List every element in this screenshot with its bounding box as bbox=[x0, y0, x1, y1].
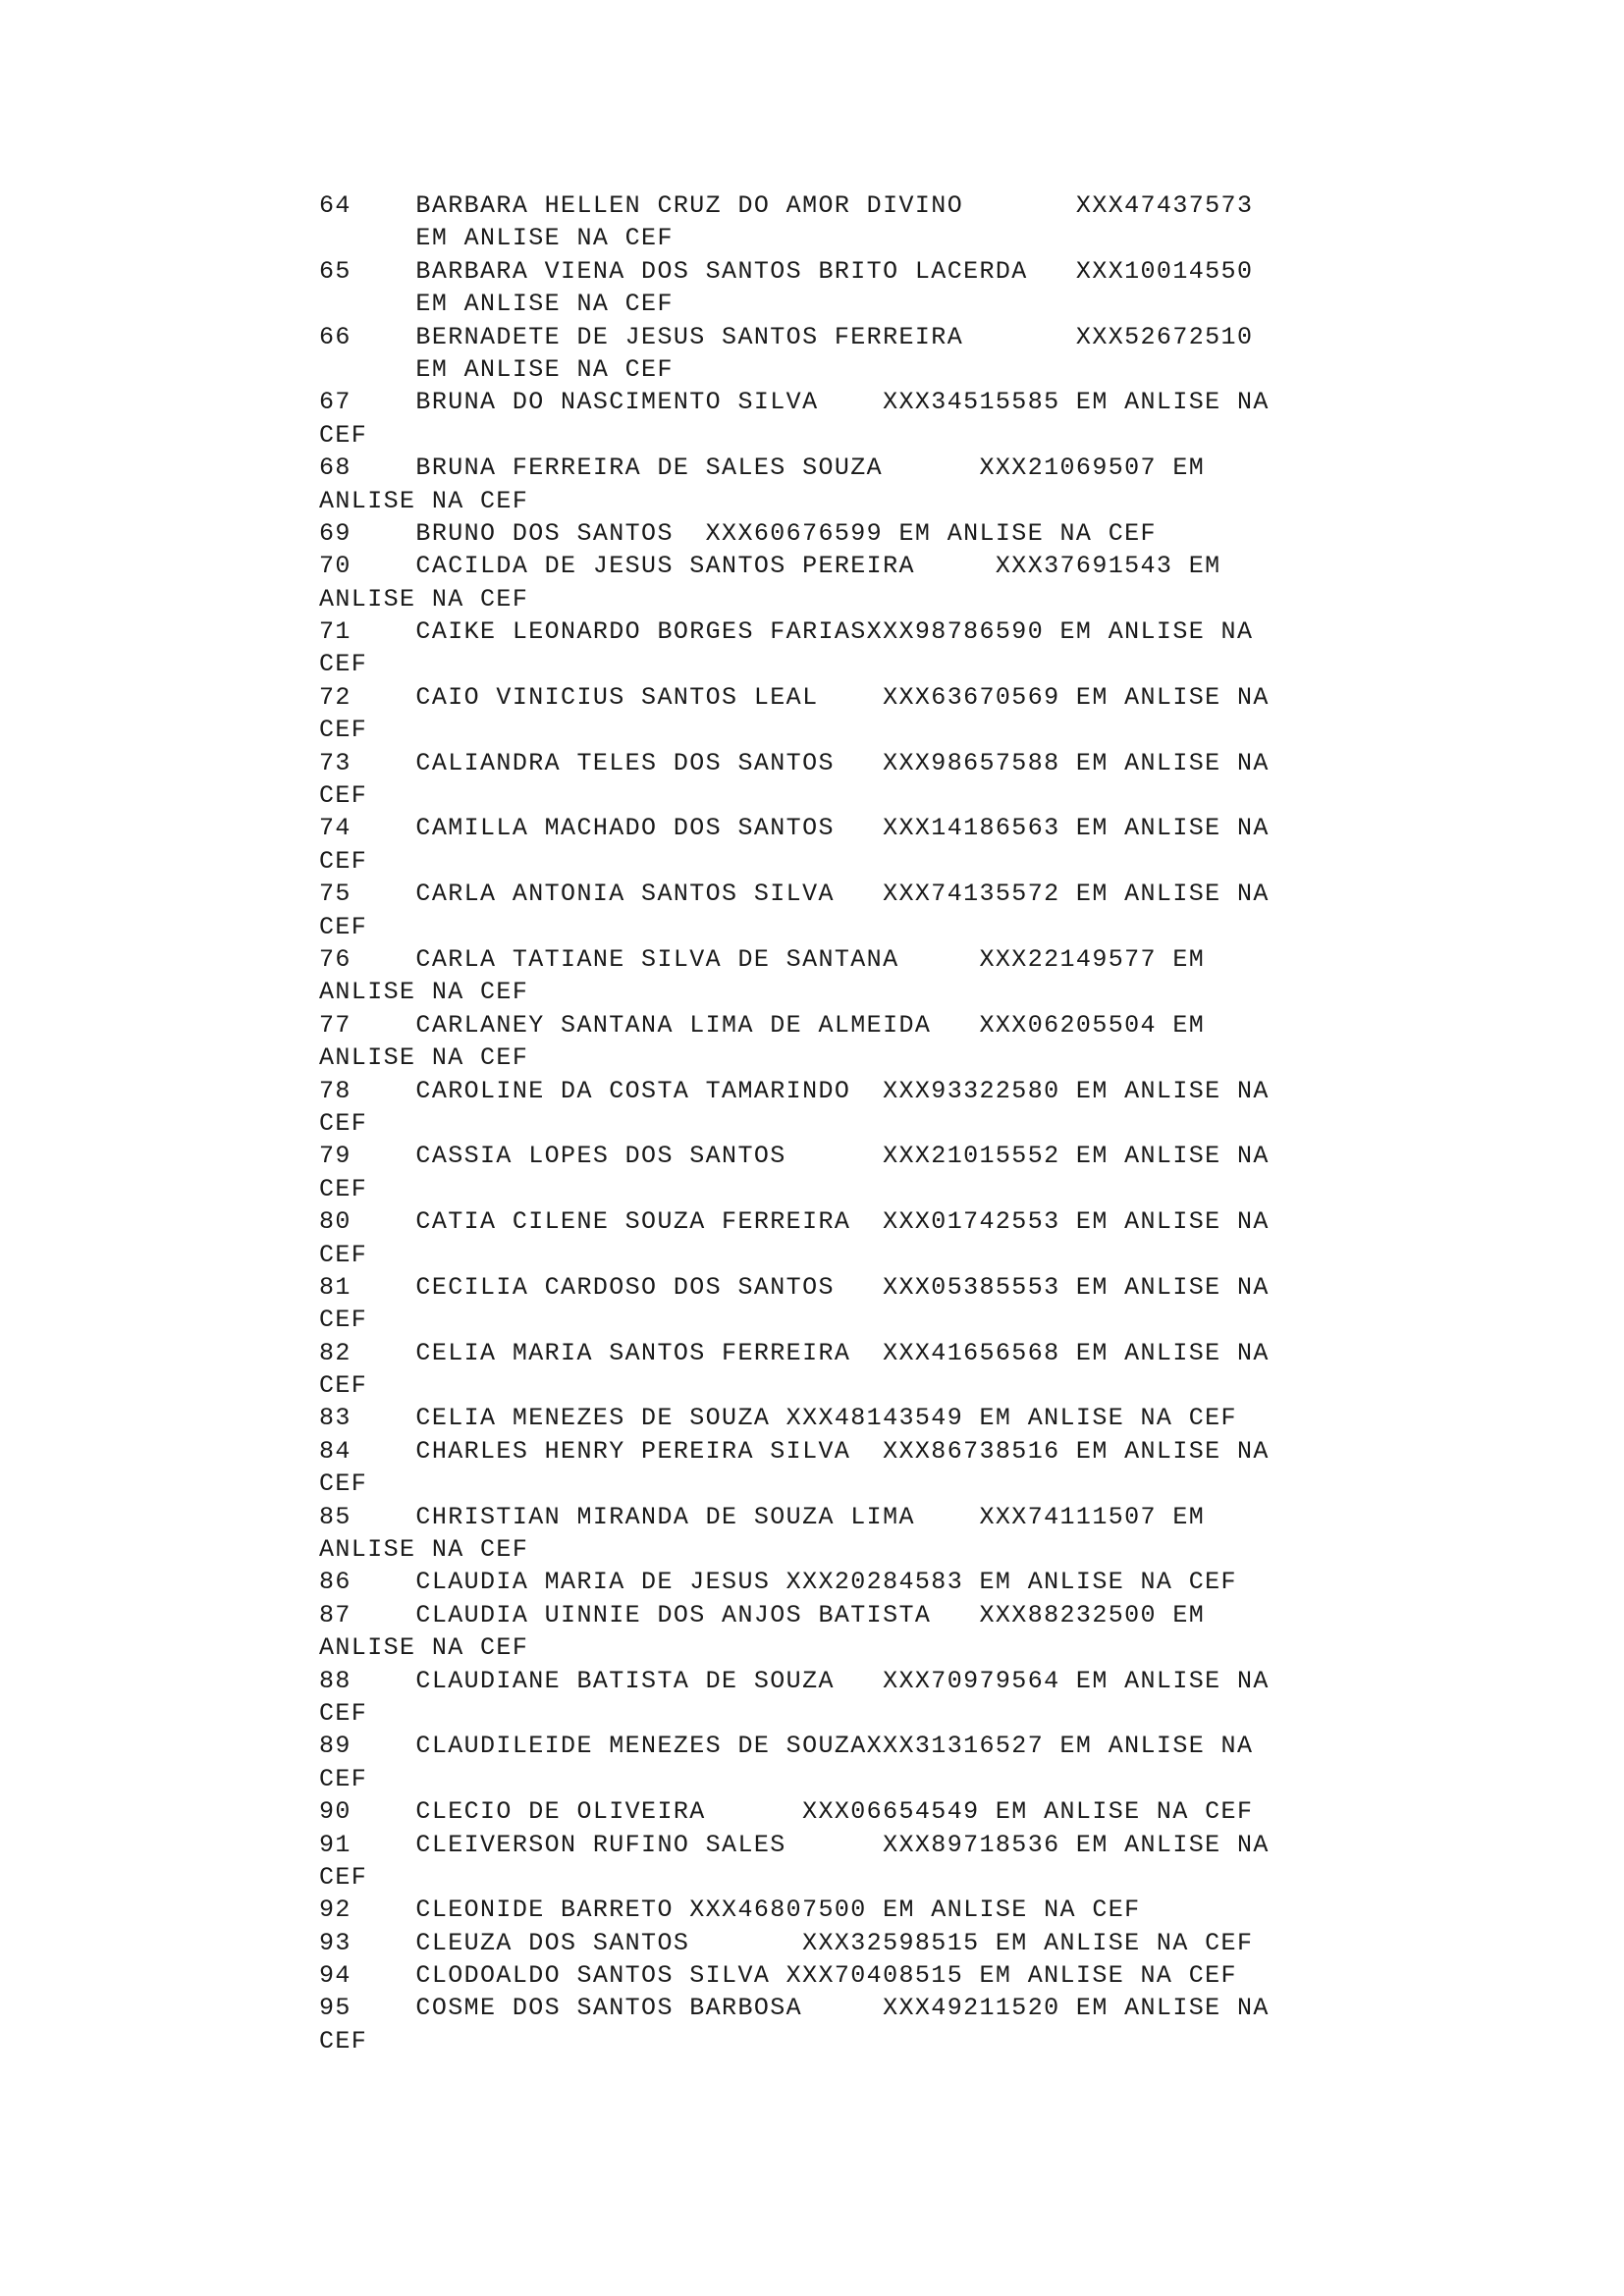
text-line: EM ANLISE NA CEF bbox=[319, 354, 674, 384]
text-line: 74 CAMILLA MACHADO DOS SANTOS XXX14186563 EM ANLISE NA bbox=[319, 814, 1270, 843]
text-line: CEF bbox=[319, 1698, 368, 1728]
text-line: 65 BARBARA VIENA DOS SANTOS BRITO LACERDA XXX10014550 bbox=[319, 256, 1254, 286]
text-line: CEF bbox=[319, 2026, 368, 2056]
text-line: 92 CLEONIDE BARRETO XXX46807500 EM ANLISE NA CEF bbox=[319, 1896, 1141, 1925]
text-line: 81 CECILIA CARDOSO DOS SANTOS XXX05385553 EM ANLISE NA bbox=[319, 1272, 1270, 1302]
text-line: 89 CLAUDILEIDE MENEZES DE SOUZAXXX31316527 EM ANLISE NA bbox=[319, 1732, 1254, 1761]
text-line: 71 CAIKE LEONARDO BORGES FARIASXXX98786590 EM ANLISE NA bbox=[319, 617, 1254, 647]
text-line: 66 BERNADETE DE JESUS SANTOS FERREIRA XXX52672510 bbox=[319, 322, 1254, 351]
text-line: 82 CELIA MARIA SANTOS FERREIRA XXX41656568 EM ANLISE NA bbox=[319, 1338, 1270, 1367]
text-line: ANLISE NA CEF bbox=[319, 1633, 529, 1663]
text-line: 76 CARLA TATIANE SILVA DE SANTANA XXX22149577 EM bbox=[319, 944, 1206, 974]
text-line: CEF bbox=[319, 420, 368, 450]
text-line: EM ANLISE NA CEF bbox=[319, 290, 674, 319]
text-line: CEF bbox=[319, 1862, 368, 1892]
text-line: 75 CARLA ANTONIA SANTOS SILVA XXX74135572 EM ANLISE NA bbox=[319, 880, 1270, 909]
text-line: ANLISE NA CEF bbox=[319, 978, 529, 1007]
text-line: 70 CACILDA DE JESUS SANTOS PEREIRA XXX37691543 EM bbox=[319, 552, 1221, 581]
text-line: 69 BRUNO DOS SANTOS XXX60676599 EM ANLISE NA CEF bbox=[319, 518, 1157, 548]
text-line: 88 CLAUDIANE BATISTA DE SOUZA XXX70979564 EM ANLISE NA bbox=[319, 1666, 1270, 1695]
text-line: 78 CAROLINE DA COSTA TAMARINDO XXX93322580 EM ANLISE NA bbox=[319, 1076, 1270, 1105]
text-line: 83 CELIA MENEZES DE SOUZA XXX48143549 EM ANLISE NA CEF bbox=[319, 1404, 1237, 1433]
text-line: CEF bbox=[319, 846, 368, 876]
text-line: CEF bbox=[319, 1306, 368, 1335]
text-line: CEF bbox=[319, 1371, 368, 1401]
text-line: 90 CLECIO DE OLIVEIRA XXX06654549 EM ANLISE NA CEF bbox=[319, 1797, 1254, 1827]
text-line: CEF bbox=[319, 716, 368, 745]
text-line: CEF bbox=[319, 650, 368, 679]
text-line: CEF bbox=[319, 1240, 368, 1269]
text-line: 87 CLAUDIA UINNIE DOS ANJOS BATISTA XXX88232500 EM bbox=[319, 1600, 1206, 1629]
text-line: 64 BARBARA HELLEN CRUZ DO AMOR DIVINO XXX47437573 bbox=[319, 191, 1254, 220]
text-line: ANLISE NA CEF bbox=[319, 486, 529, 515]
text-line: CEF bbox=[319, 912, 368, 941]
text-line: 73 CALIANDRA TELES DOS SANTOS XXX98657588 EM ANLISE NA bbox=[319, 748, 1270, 777]
text-line: 93 CLEUZA DOS SANTOS XXX32598515 EM ANLISE NA CEF bbox=[319, 1928, 1254, 1957]
text-line: 84 CHARLES HENRY PEREIRA SILVA XXX86738516 EM ANLISE NA bbox=[319, 1436, 1270, 1466]
text-line: 80 CATIA CILENE SOUZA FERREIRA XXX01742553 EM ANLISE NA bbox=[319, 1207, 1270, 1237]
text-line: 94 CLODOALDO SANTOS SILVA XXX70408515 EM ANLISE NA CEF bbox=[319, 1961, 1237, 1991]
text-line: ANLISE NA CEF bbox=[319, 584, 529, 614]
applicant-status-list bbox=[319, 189, 1270, 2057]
text-line: CEF bbox=[319, 1108, 368, 1138]
text-line: ANLISE NA CEF bbox=[319, 1535, 529, 1565]
text-line: 79 CASSIA LOPES DOS SANTOS XXX21015552 EM ANLISE NA bbox=[319, 1142, 1270, 1171]
text-line: 91 CLEIVERSON RUFINO SALES XXX89718536 EM ANLISE NA bbox=[319, 1830, 1270, 1859]
text-line: CEF bbox=[319, 1469, 368, 1499]
text-line: 86 CLAUDIA MARIA DE JESUS XXX20284583 EM ANLISE NA CEF bbox=[319, 1568, 1237, 1597]
text-line: CEF bbox=[319, 1764, 368, 1793]
text-line: 72 CAIO VINICIUS SANTOS LEAL XXX63670569 EM ANLISE NA bbox=[319, 682, 1270, 712]
text-line: 95 COSME DOS SANTOS BARBOSA XXX49211520 EM ANLISE NA bbox=[319, 1994, 1270, 2023]
text-line: CEF bbox=[319, 1174, 368, 1203]
text-line: EM ANLISE NA CEF bbox=[319, 224, 674, 253]
text-line: 67 BRUNA DO NASCIMENTO SILVA XXX34515585 EM ANLISE NA bbox=[319, 388, 1270, 417]
text-line: 85 CHRISTIAN MIRANDA DE SOUZA LIMA XXX74111507 EM bbox=[319, 1502, 1206, 1531]
text-line: CEF bbox=[319, 781, 368, 811]
text-line: 68 BRUNA FERREIRA DE SALES SOUZA XXX21069507 EM bbox=[319, 454, 1206, 483]
text-line: 77 CARLANEY SANTANA LIMA DE ALMEIDA XXX06205504 EM bbox=[319, 1010, 1206, 1040]
text-line: ANLISE NA CEF bbox=[319, 1043, 529, 1073]
